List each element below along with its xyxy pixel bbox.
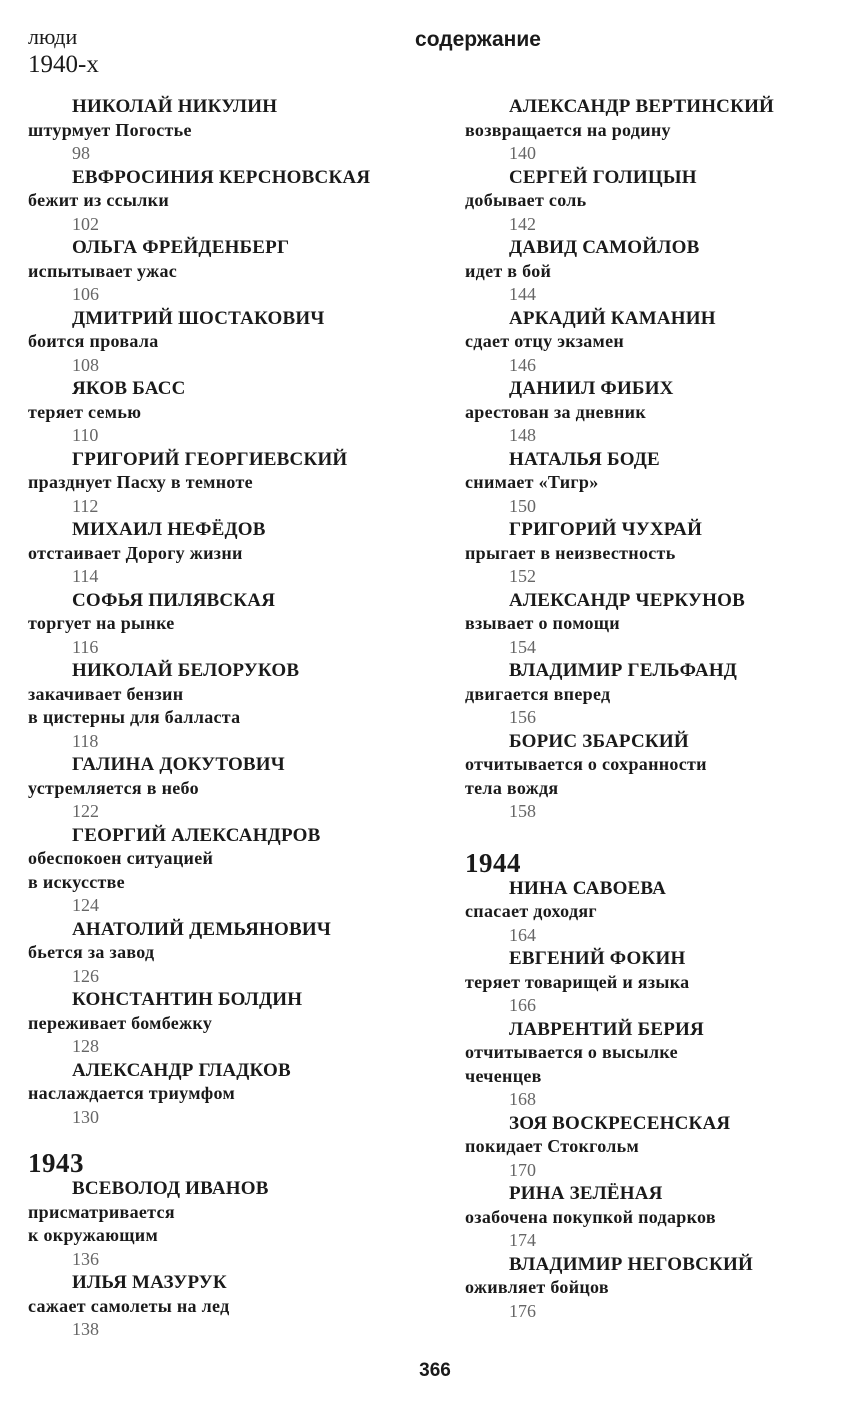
toc-entry-name: НИКОЛАЙ НИКУЛИН	[72, 96, 278, 117]
toc-entry	[28, 589, 433, 660]
toc-entry-page: 166	[509, 995, 536, 1015]
toc-entry-description: празднует Пасху в темноте	[28, 472, 253, 492]
toc-entry-description: закачивает бензин	[28, 683, 184, 704]
toc-entry-page: 174	[509, 1230, 536, 1250]
toc-entry-name: ЛАВРЕНТИЙ БЕРИЯ	[509, 1018, 704, 1040]
toc-entry-description: устремляется в небо	[28, 777, 199, 798]
toc-entry	[465, 1182, 845, 1253]
toc-entry-page: 156	[509, 707, 536, 727]
toc-entry-description: испытывает ужас	[28, 260, 178, 281]
toc-entry-description: идет в бой	[465, 260, 552, 281]
toc-entry	[28, 918, 433, 989]
toc-entry-name: ЕВФРОСИНИЯ КЕРСНОВСКАЯ	[72, 166, 371, 188]
toc-entry	[465, 1018, 845, 1112]
toc-entry-page: 102	[72, 213, 99, 234]
toc-entry-name: ГАЛИНА ДОКУТОВИЧ	[72, 754, 285, 775]
toc-entry	[28, 166, 433, 237]
toc-entry	[28, 824, 433, 918]
toc-entry-description: переживает бомбежку	[28, 1012, 213, 1033]
toc-entry-description: озабочена покупкой подарков	[465, 1206, 716, 1227]
toc-entry-name: ГРИГОРИЙ ЧУХРАЙ	[509, 519, 703, 540]
toc-entry-description: покидает Стокгольм	[465, 1136, 640, 1156]
toc-entry-description: сажает самолеты на лед	[28, 1295, 230, 1316]
toc-entry-page: 122	[72, 801, 99, 821]
toc-entry-name: МИХАИЛ НЕФЁДОВ	[72, 519, 266, 540]
toc-entries-right-year	[465, 877, 845, 1324]
toc-entry	[465, 448, 845, 519]
toc-entry-page: 108	[72, 354, 99, 375]
toc-entry	[465, 659, 845, 730]
toc-entry-page: 150	[509, 495, 536, 516]
toc-entry-description: отчитывается о сохранности	[465, 754, 707, 774]
toc-entry-name: АЛЕКСАНДР ГЛАДКОВ	[72, 1059, 291, 1081]
toc-entry	[465, 1253, 845, 1324]
toc-entry	[465, 518, 845, 589]
toc-entry-name: ГРИГОРИЙ ГЕОРГИЕВСКИЙ	[72, 448, 348, 470]
toc-entry-description: боится провала	[28, 331, 159, 351]
toc-entry-page: 152	[509, 566, 536, 586]
toc-entry-description: оживляет бойцов	[465, 1277, 609, 1297]
toc-entry-description: чеченцев	[465, 1065, 542, 1086]
toc-entry-name: ЯКОВ БАСС	[72, 378, 186, 399]
toc-entry-name: ДАВИД САМОЙЛОВ	[509, 237, 700, 258]
toc-entry-description: тела вождя	[465, 777, 559, 798]
toc-entry-page: 126	[72, 965, 99, 986]
toc-entry-description: арестован за дневник	[465, 401, 646, 422]
toc-entry	[28, 236, 433, 307]
toc-entry-description: спасает доходяг	[465, 901, 597, 921]
toc-entry	[28, 988, 433, 1059]
toc-entry	[28, 518, 433, 589]
toc-entry-description: теряет товарищей и языка	[465, 971, 690, 992]
page-title: содержание	[415, 28, 541, 51]
toc-entry-page: 106	[72, 284, 99, 304]
toc-entry	[465, 166, 845, 237]
toc-column-left	[28, 95, 433, 1342]
toc-entries-left-year	[28, 1177, 433, 1342]
toc-entry	[28, 1271, 433, 1342]
toc-entry-page: 158	[509, 801, 536, 821]
toc-entry-name: ВСЕВОЛОД ИВАНОВ	[72, 1178, 269, 1199]
toc-entry	[465, 589, 845, 660]
toc-entry-page: 142	[509, 213, 536, 234]
toc-column-right	[465, 95, 845, 1323]
toc-entry-page: 148	[509, 425, 536, 445]
toc-entry-description: сдает отцу экзамен	[465, 331, 625, 351]
toc-entry-page: 168	[509, 1089, 536, 1109]
toc-entry-name: ДАНИИЛ ФИБИХ	[509, 378, 674, 399]
toc-entry-page: 136	[72, 1248, 99, 1269]
toc-entry-page: 110	[72, 425, 99, 445]
toc-entry	[28, 753, 433, 824]
toc-entry	[465, 95, 845, 166]
toc-entry-page: 118	[72, 730, 99, 751]
toc-entry-page: 164	[509, 924, 536, 945]
toc-entry-page: 154	[509, 636, 536, 657]
toc-entry-name: ИЛЬЯ МАЗУРУК	[72, 1272, 227, 1293]
toc-entry-description: отстаивает Дорогу жизни	[28, 542, 243, 563]
toc-entry	[465, 236, 845, 307]
toc-entry-name: ЕВГЕНИЙ ФОКИН	[509, 948, 686, 969]
toc-entry	[465, 947, 845, 1018]
toc-entry-page: 128	[72, 1036, 99, 1056]
toc-entry-description: взывает о помощи	[465, 613, 620, 633]
section-label-decade: 1940-х	[28, 51, 99, 78]
toc-entry	[28, 95, 433, 166]
toc-entry-description: в цистерны для балласта	[28, 707, 241, 727]
toc-entry-description: теряет семью	[28, 401, 142, 422]
toc-entry	[465, 730, 845, 824]
toc-entry-name: КОНСТАНТИН БОЛДИН	[72, 989, 303, 1010]
toc-entry-description: обеспокоен ситуацией	[28, 848, 214, 868]
toc-entry-description: присматривается	[28, 1201, 175, 1222]
toc-entry-page: 170	[509, 1159, 536, 1180]
toc-entry-description: снимает «Тигр»	[465, 472, 599, 492]
toc-entry-description: в искусстве	[28, 871, 125, 892]
toc-entry-description: добывает соль	[465, 190, 587, 210]
toc-entry-page: 176	[509, 1300, 536, 1321]
toc-entry	[465, 377, 845, 448]
toc-entry	[465, 1112, 845, 1183]
page-number: 366	[419, 1360, 451, 1381]
toc-entry-name: ОЛЬГА ФРЕЙДЕНБЕРГ	[72, 237, 290, 258]
year-heading-1943: 1943	[28, 1148, 84, 1178]
toc-entry-page: 146	[509, 354, 536, 375]
toc-entry-name: ВЛАДИМИР ГЕЛЬФАНД	[509, 660, 738, 681]
toc-entry-name: НИКОЛАЙ БЕЛОРУКОВ	[72, 660, 300, 681]
toc-entry-name: ЗОЯ ВОСКРЕСЕНСКАЯ	[509, 1112, 731, 1134]
toc-entry-page: 138	[72, 1319, 99, 1339]
toc-entry-name: ГЕОРГИЙ АЛЕКСАНДРОВ	[72, 824, 321, 846]
toc-entries-right	[465, 95, 845, 824]
toc-entry-description: бьется за завод	[28, 942, 155, 962]
toc-entry-description: торгует на рынке	[28, 613, 175, 633]
toc-entry-page: 98	[72, 143, 90, 163]
toc-entry-name: БОРИС ЗБАРСКИЙ	[509, 730, 689, 752]
toc-entry-name: СОФЬЯ ПИЛЯВСКАЯ	[72, 589, 276, 611]
toc-entry-name: АНАТОЛИЙ ДЕМЬЯНОВИЧ	[72, 918, 331, 940]
toc-entry	[28, 659, 433, 753]
toc-entry	[28, 1059, 433, 1130]
toc-entry	[28, 307, 433, 378]
toc-entry-name: НИНА САВОЕВА	[509, 877, 667, 899]
toc-entry-page: 114	[72, 566, 99, 586]
toc-entry-description: возвращается на родину	[465, 119, 671, 140]
section-label-small: люди	[28, 24, 78, 49]
toc-entry	[465, 877, 845, 948]
toc-entry-name: НАТАЛЬЯ БОДЕ	[509, 448, 660, 470]
toc-entry-description: отчитывается о высылке	[465, 1042, 678, 1062]
toc-entry-name: АЛЕКСАНДР ВЕРТИНСКИЙ	[509, 96, 775, 117]
toc-entry-name: СЕРГЕЙ ГОЛИЦЫН	[509, 166, 697, 188]
toc-entry-description: двигается вперед	[465, 683, 611, 704]
toc-entries-left	[28, 95, 433, 1129]
toc-entry-page: 124	[72, 895, 99, 915]
toc-entry	[28, 1177, 433, 1271]
toc-entry-page: 130	[72, 1106, 99, 1127]
toc-entry-page: 116	[72, 636, 99, 657]
toc-entry-name: АЛЕКСАНДР ЧЕРКУНОВ	[509, 589, 745, 611]
toc-entry-name: ВЛАДИМИР НЕГОВСКИЙ	[509, 1253, 753, 1275]
toc-entry-description: штурмует Погостье	[28, 119, 192, 140]
toc-entry-page: 112	[72, 495, 99, 516]
toc-entry-page: 140	[509, 143, 536, 163]
toc-entry-name: ДМИТРИЙ ШОСТАКОВИЧ	[72, 307, 325, 329]
toc-entry	[28, 377, 433, 448]
toc-entry-description: прыгает в неизвестность	[465, 542, 676, 563]
toc-entry-description: бежит из ссылки	[28, 190, 169, 210]
toc-entry-name: РИНА ЗЕЛЁНАЯ	[509, 1183, 663, 1204]
toc-entry	[28, 448, 433, 519]
toc-entry-description: к окружающим	[28, 1225, 159, 1245]
toc-entry-description: наслаждается триумфом	[28, 1083, 236, 1103]
toc-entry-page: 144	[509, 284, 536, 304]
toc-entry	[465, 307, 845, 378]
toc-entry-name: АРКАДИЙ КАМАНИН	[509, 307, 716, 329]
year-heading-1944: 1944	[465, 847, 521, 878]
